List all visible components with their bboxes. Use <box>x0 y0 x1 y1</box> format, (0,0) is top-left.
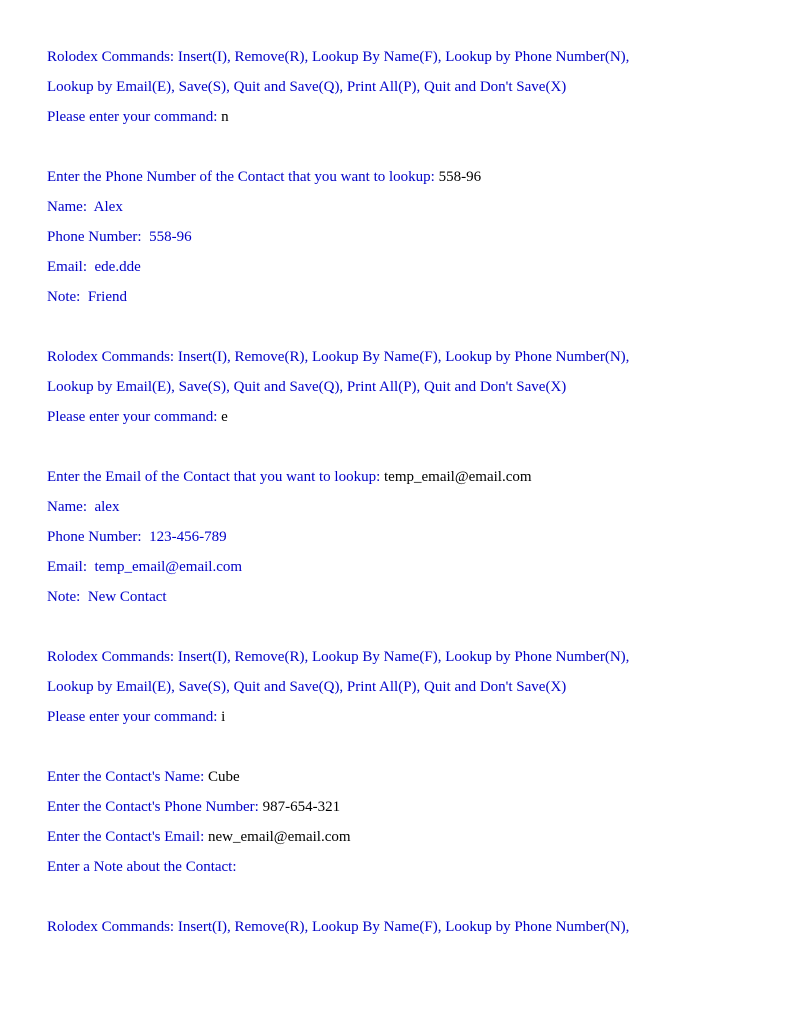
insert-email-line <box>47 822 767 852</box>
menu-line-2: Lookup by Email(E), Save(S), Quit and Save(Q), Print All(P), Quit and Don't Save(X) <box>47 79 567 95</box>
insert-note-prompt: Enter a Note about the Contact: <box>47 859 237 875</box>
lookup-phone-input: 558-96 <box>438 169 482 185</box>
command-prompt-line <box>47 702 767 732</box>
insert-phone-line <box>47 792 767 822</box>
command-prompt-label: Please enter your command: <box>47 409 222 425</box>
result-email-value: temp_email@email.com <box>94 559 243 575</box>
result-name-value: Alex <box>93 199 123 215</box>
result-phone-line <box>47 222 767 252</box>
result-note-line <box>47 582 767 612</box>
result-note-label: Note: <box>47 289 88 305</box>
result-name-line <box>47 492 767 522</box>
menu-line-1: Rolodex Commands: Insert(I), Remove(R), Lookup By Name(F), Lookup by Phone Number(N), <box>47 49 630 65</box>
result-note-value: New Contact <box>87 589 167 605</box>
result-name-line <box>47 192 767 222</box>
blank-line <box>47 882 767 912</box>
insert-name-line <box>47 762 767 792</box>
command-input: e <box>221 409 228 425</box>
menu-line-2: Lookup by Email(E), Save(S), Quit and Save(Q), Print All(P), Quit and Don't Save(X) <box>47 679 567 695</box>
command-prompt-label: Please enter your command: <box>47 109 222 125</box>
blank-line <box>47 312 767 342</box>
result-email-label: Email: <box>47 559 95 575</box>
insert-email-prompt: Enter the Contact's Email: <box>47 829 208 845</box>
command-prompt-line <box>47 402 767 432</box>
blank-line <box>47 612 767 642</box>
lookup-email-prompt-line <box>47 462 767 492</box>
result-email-label: Email: <box>47 259 95 275</box>
result-phone-label: Phone Number: <box>47 229 150 245</box>
command-input: n <box>221 109 229 125</box>
menu-line-1: Rolodex Commands: Insert(I), Remove(R), Lookup By Name(F), Lookup by Phone Number(N), <box>47 919 630 935</box>
result-phone-value: 123-456-789 <box>149 529 227 545</box>
insert-phone-prompt: Enter the Contact's Phone Number: <box>47 799 263 815</box>
command-prompt-label: Please enter your command: <box>47 709 222 725</box>
insert-email-input: new_email@email.com <box>208 829 351 845</box>
result-note-label: Note: <box>47 589 88 605</box>
result-phone-label: Phone Number: <box>47 529 150 545</box>
result-name-label: Name: <box>47 499 95 515</box>
command-prompt-line <box>47 102 767 132</box>
blank-line <box>47 432 767 462</box>
result-name-label: Name: <box>47 199 94 215</box>
result-phone-line <box>47 522 767 552</box>
menu-line-1: Rolodex Commands: Insert(I), Remove(R), Lookup By Name(F), Lookup by Phone Number(N), <box>47 649 630 665</box>
blank-line <box>47 132 767 162</box>
result-email-line <box>47 552 767 582</box>
result-email-value: ede.dde <box>94 259 141 275</box>
console-output <box>47 42 767 942</box>
lookup-phone-prompt: Enter the Phone Number of the Contact that you want to lookup: <box>47 169 439 185</box>
menu-line-2: Lookup by Email(E), Save(S), Quit and Save(Q), Print All(P), Quit and Don't Save(X) <box>47 379 567 395</box>
lookup-phone-prompt-line <box>47 162 767 192</box>
insert-phone-input: 987-654-321 <box>262 799 341 815</box>
result-phone-value: 558-96 <box>149 229 192 245</box>
result-note-line <box>47 282 767 312</box>
command-input: i <box>221 709 226 725</box>
insert-note-line <box>47 852 767 882</box>
lookup-email-prompt: Enter the Email of the Contact that you want to lookup: <box>47 469 385 485</box>
result-name-value: alex <box>94 499 120 515</box>
blank-line <box>47 732 767 762</box>
lookup-email-input: temp_email@email.com <box>384 469 532 485</box>
menu-line-1: Rolodex Commands: Insert(I), Remove(R), Lookup By Name(F), Lookup by Phone Number(N), <box>47 349 630 365</box>
result-email-line <box>47 252 767 282</box>
insert-name-input: Cube <box>208 769 240 785</box>
result-note-value: Friend <box>87 289 127 305</box>
insert-name-prompt: Enter the Contact's Name: <box>47 769 208 785</box>
